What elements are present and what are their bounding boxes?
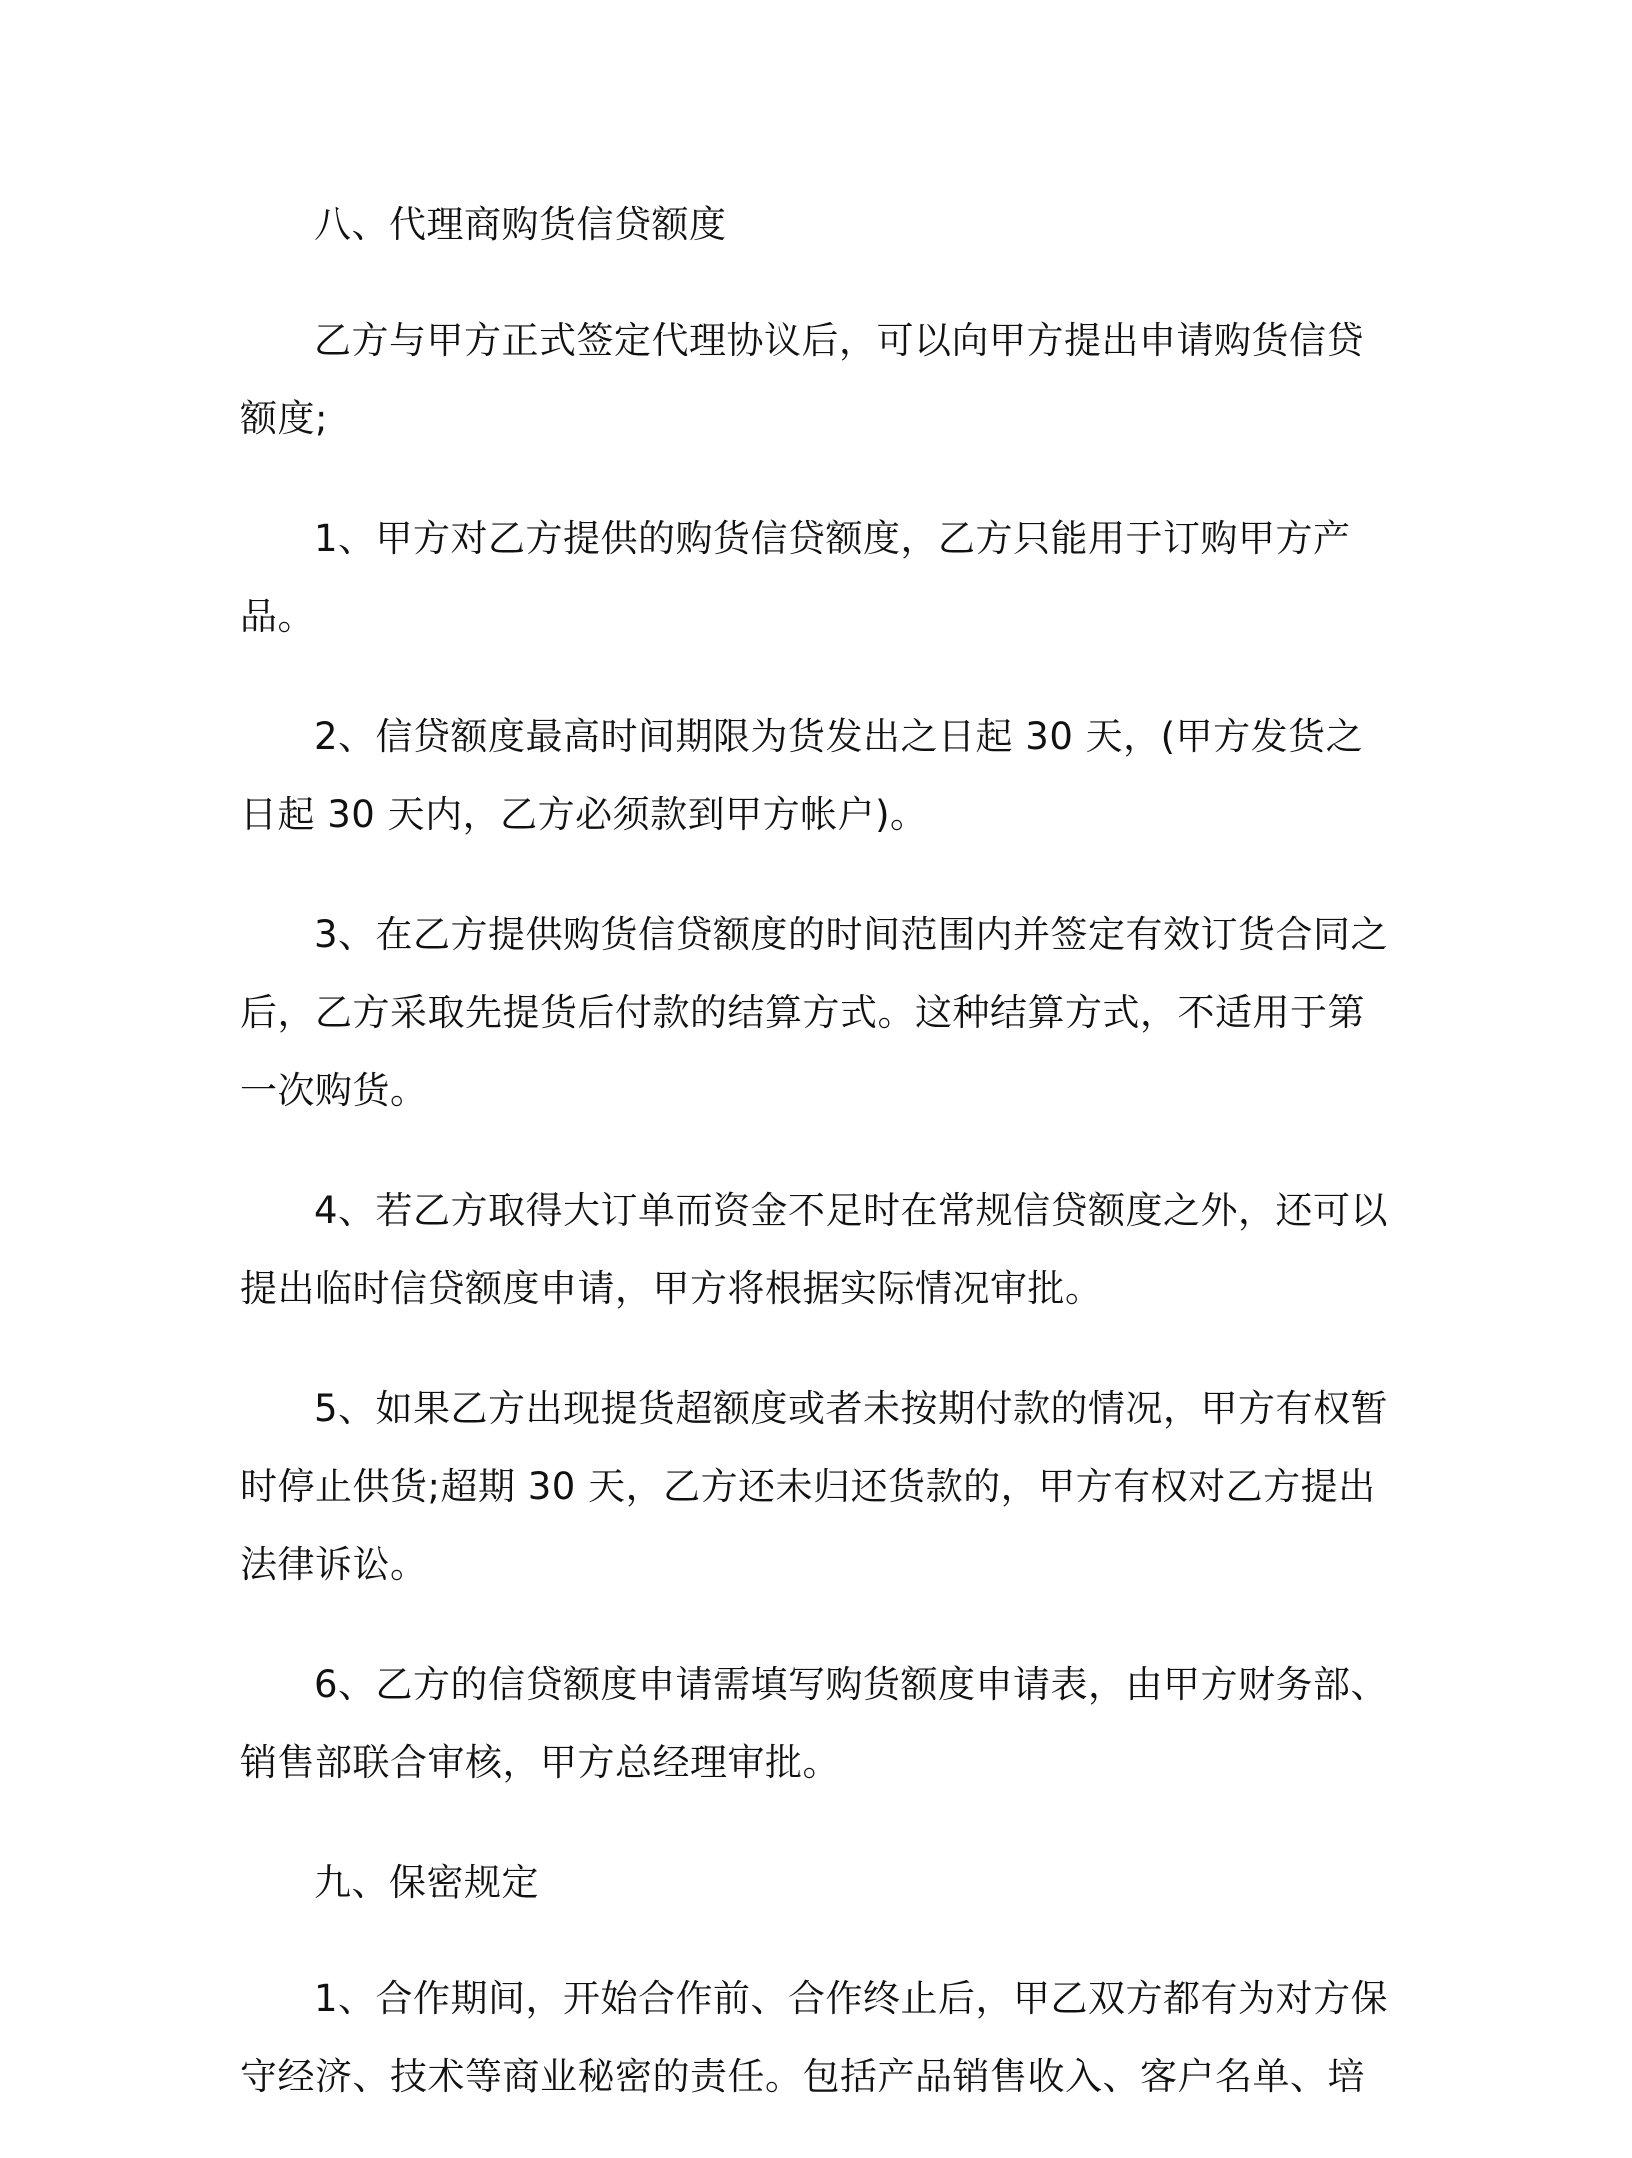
section-8-item-6: 6、乙方的信贷额度申请需填写购货额度申请表，由甲方财务部、销售部联合审核，甲方总经理审批。 — [240, 1663, 1389, 1784]
section-8-item-3: 3、在乙方提供购货信贷额度的时间范围内并签定有效订货合同之后，乙方采取先提货后付款的结算方式。这种结算方式，不适用于第一次购货。 — [240, 913, 1389, 1112]
section-9-heading: 九、保密规定 — [314, 1861, 539, 1904]
section-9-item-1: 1、合作期间，开始合作前、合作终止后，甲乙双方都有为对方保守经济、技术等商业秘密的责任。包括产品销售收入、客户名单、培 — [240, 1977, 1389, 2098]
document-body — [240, 186, 1390, 2158]
section-8-item-2: 2、信贷额度最高时间期限为货发出之日起 30 天，(甲方发货之日起 30 天内，乙方必须款到甲方帐户)。 — [240, 715, 1364, 836]
section-8-intro: 乙方与甲方正式签定代理协议后，可以向甲方提出申请购货信贷额度; — [240, 319, 1364, 440]
section-8-item-5: 5、如果乙方出现提货超额度或者未按期付款的情况，甲方有权暂时停止供货;超期 30 天，乙方还未归还货款的，甲方有权对乙方提出法律诉讼。 — [240, 1387, 1389, 1586]
section-8-item-1: 1、甲方对乙方提供的购货信贷额度，乙方只能用于订购甲方产品。 — [240, 517, 1351, 638]
section-8-heading: 八、代理商购货信贷额度 — [314, 203, 727, 246]
section-8-item-4: 4、若乙方取得大订单而资金不足时在常规信贷额度之外，还可以提出临时信贷额度申请，甲方将根据实际情况审批。 — [240, 1189, 1389, 1310]
